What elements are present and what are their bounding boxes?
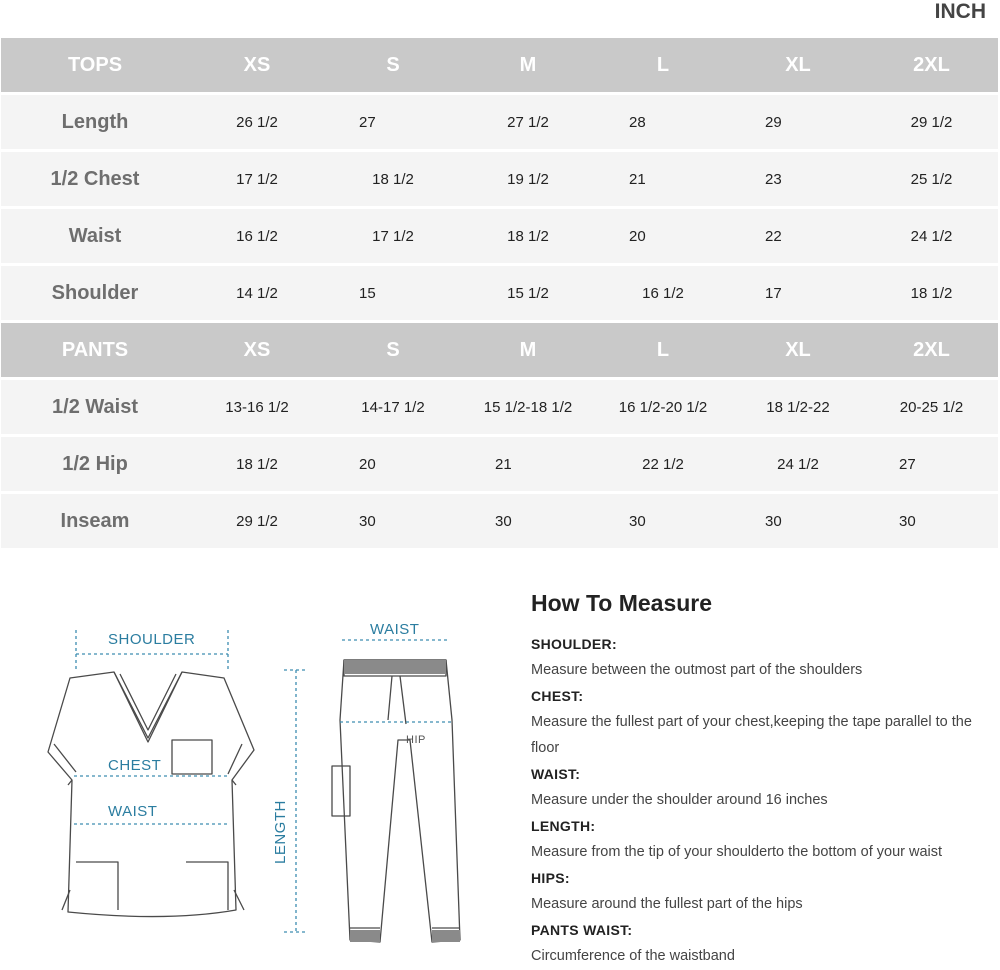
table-cell: 30 [865,494,998,551]
waist-label: WAIST [108,803,158,820]
table-cell: 24 1/2 [731,437,865,494]
row-label: Inseam [1,494,189,551]
shoulder-label: SHOULDER [108,631,196,648]
tops-header-title: TOPS [1,38,189,95]
waistband-fill [344,660,460,942]
table-cell: 19 1/2 [461,152,595,209]
side-vents [62,890,244,910]
lower-pockets [76,862,228,910]
row-label: Shoulder [1,266,189,323]
table-row [1,437,998,494]
row-label: Waist [1,209,189,266]
chest-label: CHEST [108,757,162,774]
table-cell: 29 [731,95,865,152]
table-cell: 20 [595,209,731,266]
guide-description: Measure from the tip of your shoulderto the bottom of your waist [531,844,943,860]
table-cell: 18 1/2 [189,437,325,494]
guide-term: HIPS: [531,870,570,886]
size-header-s: S [325,323,461,380]
table-cell: 15 1/2 [461,266,595,323]
table-cell: 23 [731,152,865,209]
guide-term: WAIST: [531,766,581,782]
guide-description: Measure under the shoulder around 16 inches [531,792,828,808]
table-cell: 14-17 1/2 [325,380,461,437]
guide-description: Circumference of the waistband [531,948,735,964]
table-row [1,494,998,551]
guide-term: CHEST: [531,688,584,704]
table-cell: 29 1/2 [189,494,325,551]
table-cell: 16 1/2 [595,266,731,323]
table-cell: 28 [595,95,731,152]
table-cell: 30 [325,494,461,551]
chest-pocket [172,740,212,774]
guide-description: Measure the fullest part of your chest,keeping the tape parallel to the floor [531,714,972,756]
table-row [1,380,998,437]
table-cell: 20 [325,437,461,494]
size-header-l: L [595,38,731,95]
tops-header-row [1,38,998,95]
size-header-xs: XS [189,323,325,380]
table-cell: 16 1/2 [189,209,325,266]
guide-term: LENGTH: [531,818,596,834]
table-cell: 15 1/2-18 1/2 [461,380,595,437]
row-label: 1/2 Waist [1,380,189,437]
size-header-m: M [461,323,595,380]
table-cell: 22 [731,209,865,266]
table-cell: 17 1/2 [189,152,325,209]
hip-label: HIP [406,734,426,746]
row-label: 1/2 Hip [1,437,189,494]
table-cell: 18 1/2 [461,209,595,266]
size-header-l: L [595,323,731,380]
scrub-top-outline [48,672,254,917]
table-cell: 27 [865,437,998,494]
unit-label: INCH [934,0,986,23]
guide-term: PANTS WAIST: [531,922,633,938]
table-cell: 16 1/2-20 1/2 [595,380,731,437]
size-chart-table [1,38,998,551]
table-cell: 25 1/2 [865,152,998,209]
size-header-2xl: 2XL [865,323,998,380]
pants-header-row [1,323,998,380]
table-cell: 17 [731,266,865,323]
table-cell: 14 1/2 [189,266,325,323]
how-to-measure-section [531,590,991,969]
size-header-2xl: 2XL [865,38,998,95]
top-collar [114,672,182,742]
table-row [1,152,998,209]
table-cell: 27 1/2 [461,95,595,152]
table-cell: 21 [595,152,731,209]
table-row [1,209,998,266]
table-row [1,266,998,323]
table-cell: 18 1/2 [325,152,461,209]
pants-cargo-pocket [332,766,350,816]
size-header-m: M [461,38,595,95]
row-label: 1/2 Chest [1,152,189,209]
table-cell: 22 1/2 [595,437,731,494]
row-label: Length [1,95,189,152]
pants-header-title: PANTS [1,323,189,380]
guide-description: Measure between the outmost part of the shoulders [531,662,863,678]
size-header-s: S [325,38,461,95]
pants-waist-label: WAIST [370,621,420,638]
table-cell: 17 1/2 [325,209,461,266]
size-header-xl: XL [731,323,865,380]
guide-title: How To Measure [531,590,713,616]
length-label: LENGTH [272,800,289,864]
table-cell: 21 [461,437,595,494]
guide-term: SHOULDER: [531,636,617,652]
size-header-xs: XS [189,38,325,95]
table-cell: 18 1/2-22 [731,380,865,437]
size-header-xl: XL [731,38,865,95]
table-cell: 30 [461,494,595,551]
table-cell: 24 1/2 [865,209,998,266]
table-cell: 26 1/2 [189,95,325,152]
table-cell: 13-16 1/2 [189,380,325,437]
table-cell: 29 1/2 [865,95,998,152]
table-cell: 30 [595,494,731,551]
guide-description: Measure around the fullest part of the hips [531,896,803,912]
table-cell: 15 [325,266,461,323]
table-cell: 30 [731,494,865,551]
table-row [1,95,998,152]
garment-illustration [14,610,494,970]
table-cell: 18 1/2 [865,266,998,323]
pants-drawstring [388,676,406,724]
measurement-diagram [14,610,494,970]
table-cell: 20-25 1/2 [865,380,998,437]
pants-outline [340,660,460,942]
table-cell: 27 [325,95,461,152]
